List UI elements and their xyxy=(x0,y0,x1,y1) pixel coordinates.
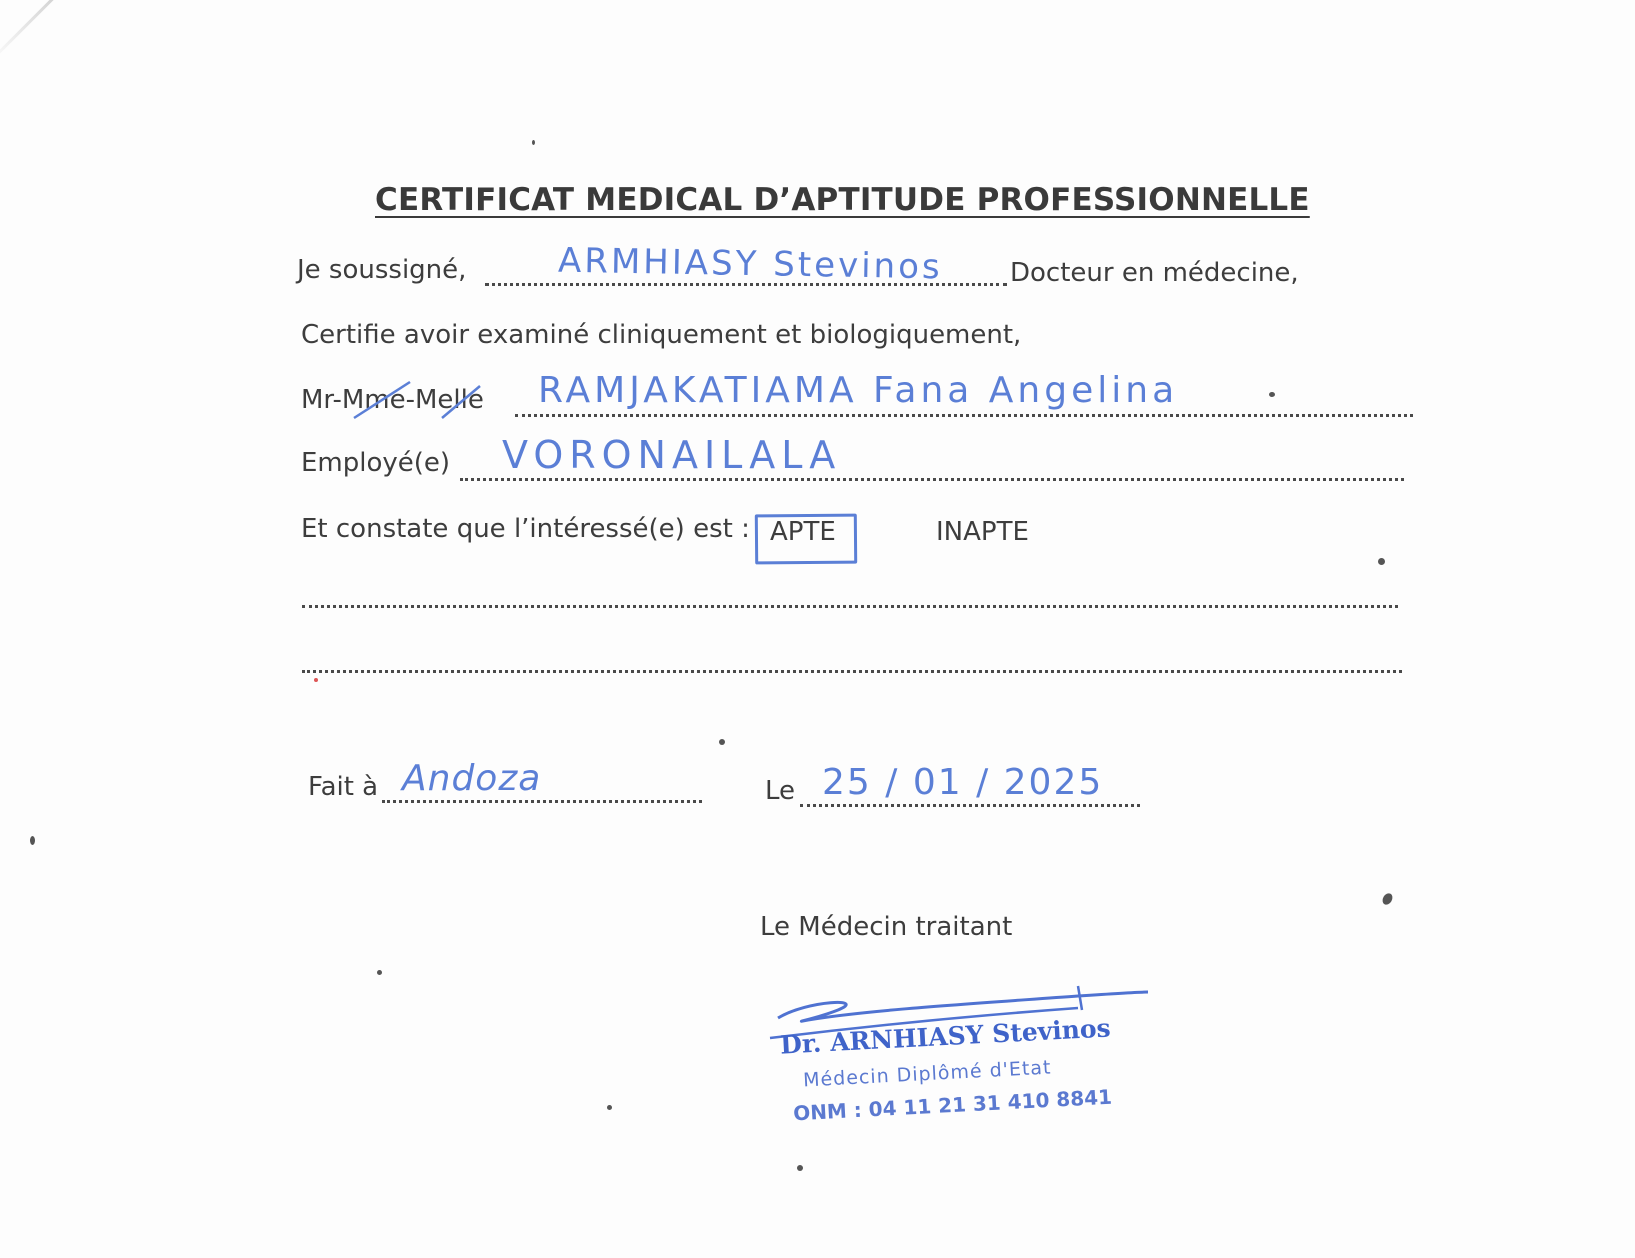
paper-speck xyxy=(607,1105,612,1110)
paper-speck xyxy=(719,739,725,745)
paper-speck xyxy=(377,970,382,975)
remarks-dotted-line-2 xyxy=(302,670,1402,673)
patient-title-prefix: Mr-Mme-Melle xyxy=(301,385,484,415)
doctor-name-handwriting: ARMHIASY Stevinos xyxy=(557,240,944,288)
examination-statement: Certifie avoir examiné cliniquement et biologiquement, xyxy=(301,320,1022,350)
paper-speck xyxy=(1269,392,1275,397)
patient-name-dotted-line xyxy=(515,414,1413,417)
place-handwriting: Andoza xyxy=(402,758,542,799)
place-prefix: Fait à xyxy=(308,772,379,802)
place-dotted-line xyxy=(382,800,702,803)
paper-fold-mark xyxy=(0,0,125,63)
strikethrough-marks xyxy=(350,376,490,424)
remarks-dotted-line-1 xyxy=(302,605,1398,608)
signature-label: Le Médecin traitant xyxy=(760,912,1013,942)
stamp-onm-number: ONM : 04 11 21 31 410 8841 xyxy=(792,1084,1113,1126)
paper-speck xyxy=(1381,892,1395,907)
paper-speck xyxy=(532,140,535,145)
employer-handwriting: VORONAILALA xyxy=(502,433,842,477)
stamp-qualification: Médecin Diplômé d'Etat xyxy=(802,1056,1052,1092)
date-prefix: Le xyxy=(765,776,796,806)
option-inapte: INAPTE xyxy=(936,517,1029,547)
employer-dotted-line xyxy=(460,478,1404,481)
paper-speck xyxy=(797,1165,803,1171)
document-title: CERTIFICAT MEDICAL D’APTITUDE PROFESSIONNELLE xyxy=(375,182,1310,218)
paper-speck xyxy=(314,678,318,682)
option-apte: APTE xyxy=(770,517,836,547)
fitness-statement: Et constate que l’intéressé(e) est : xyxy=(301,514,750,544)
stamp-doctor-name: Dr. ARNHIASY Stevinos xyxy=(779,1013,1112,1060)
patient-name-handwriting: RAMJAKATIAMA Fana Angelina xyxy=(538,370,1179,411)
paper-speck xyxy=(30,836,35,845)
doctor-title-suffix: Docteur en médecine, xyxy=(1010,258,1299,288)
date-handwriting: 25 / 01 / 2025 xyxy=(822,762,1104,803)
date-dotted-line xyxy=(800,804,1140,807)
employer-prefix: Employé(e) xyxy=(301,448,451,478)
declaration-prefix: Je soussigné, xyxy=(297,255,467,285)
paper-speck xyxy=(1378,558,1385,565)
